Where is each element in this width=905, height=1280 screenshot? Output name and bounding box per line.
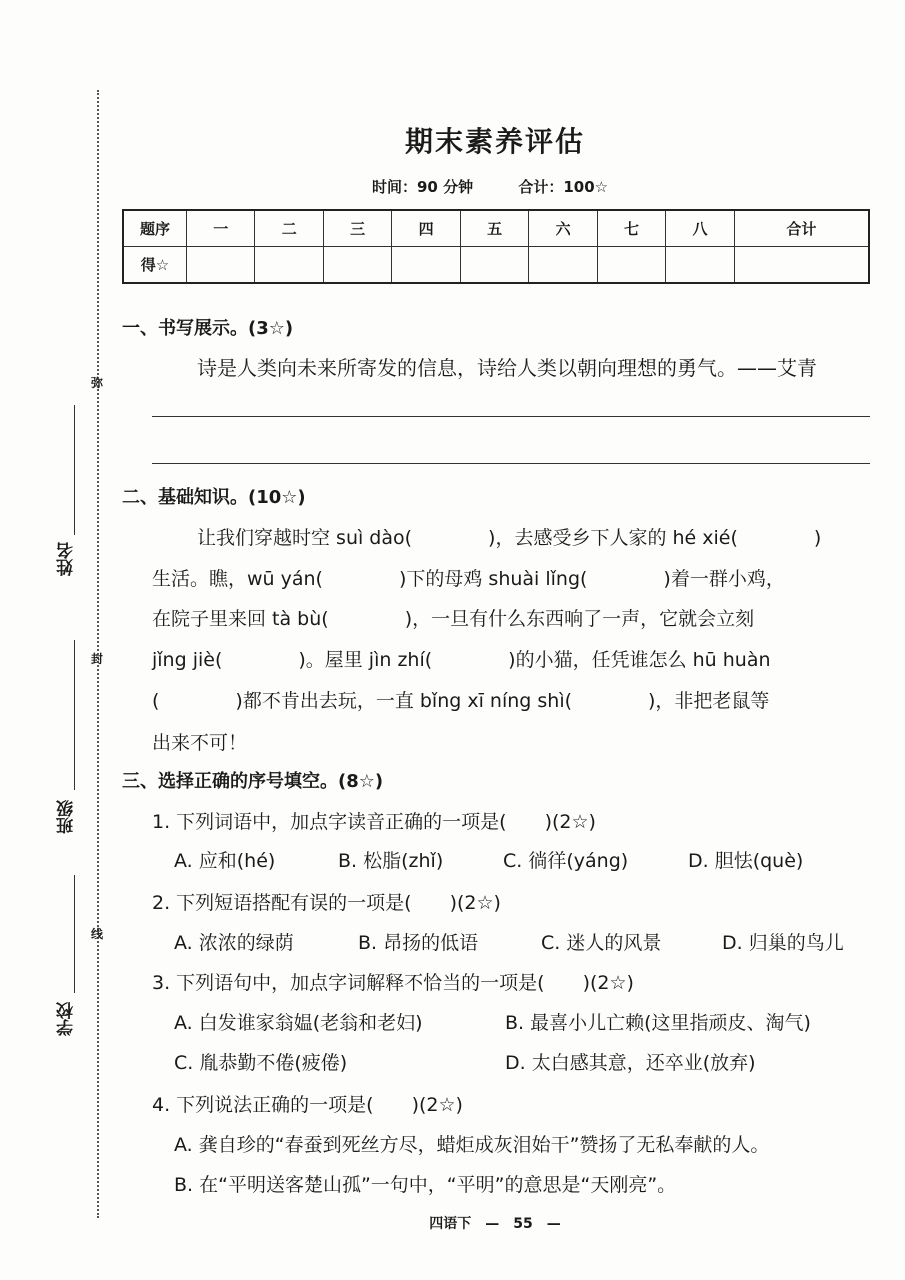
q3-option-c[interactable]: C. 胤恭勤不倦(疲倦) xyxy=(174,1052,348,1074)
seal-char-xian: 线 xyxy=(90,927,103,941)
q3-option-d[interactable]: D. 太白感其意，还卒业(放弃) xyxy=(505,1052,756,1074)
quote-text: 诗是人类向未来所寄发的信息，诗给人类以朝向理想的勇气。——艾青 xyxy=(197,356,817,380)
pinyin-line-4: jǐng jiè( )。屋里 jìn zhí( )的小猫，任凭谁怎么 hū huàn xyxy=(152,649,771,671)
score-cell[interactable] xyxy=(597,247,665,284)
q1-option-b[interactable]: B. 松脂(zhǐ) xyxy=(338,850,444,872)
class-line[interactable] xyxy=(74,640,75,790)
q2-option-d[interactable]: D. 归巢的鸟儿 xyxy=(722,932,844,954)
writing-line-2[interactable] xyxy=(152,463,870,464)
page-title: 期末素养评估 xyxy=(404,125,585,158)
score-table xyxy=(122,209,870,284)
score-table-header-row xyxy=(123,210,869,247)
school-line[interactable] xyxy=(74,875,75,993)
question-1: 1. 下列词语中，加点字读音正确的一项是( )(2☆) xyxy=(152,811,596,833)
seal-char-feng: 封 xyxy=(90,652,103,666)
section-2-heading: 二、基础知识。(10☆) xyxy=(122,487,306,508)
q1-option-d[interactable]: D. 胆怯(què) xyxy=(688,850,804,872)
score-cell[interactable] xyxy=(323,247,391,284)
score-cell[interactable] xyxy=(529,247,597,284)
score-cell[interactable] xyxy=(734,247,869,284)
seal-char-mi: 弥 xyxy=(90,376,103,390)
section-3-heading: 三、选择正确的序号填空。(8☆) xyxy=(122,771,384,792)
exam-meta xyxy=(372,176,648,197)
page-footer: 四语下 — 55 — xyxy=(429,1216,561,1232)
question-3: 3. 下列语句中，加点字词解释不恰当的一项是( )(2☆) xyxy=(152,972,634,994)
score-col-3: 三 xyxy=(323,210,391,247)
pinyin-line-3: 在院子里来回 tà bù( )，一旦有什么东西响了一声，它就会立刻 xyxy=(152,608,755,630)
name-label: 姓名 xyxy=(57,542,77,576)
q4-option-b[interactable]: B. 在“平明送客楚山孤”一句中，“平明”的意思是“天刚亮”。 xyxy=(174,1174,677,1196)
score-col-6: 六 xyxy=(529,210,597,247)
score-col-8: 八 xyxy=(666,210,734,247)
school-label: 学校 xyxy=(57,1002,77,1036)
score-col-4: 四 xyxy=(392,210,460,247)
score-col-7: 七 xyxy=(597,210,665,247)
q1-option-a[interactable]: A. 应和(hé) xyxy=(174,850,276,872)
q2-option-b[interactable]: B. 昂扬的低语 xyxy=(358,932,479,954)
writing-line-1[interactable] xyxy=(152,416,870,417)
score-header-label: 题序 xyxy=(123,210,187,247)
pinyin-line-2: 生活。瞧，wū yán( )下的母鸡 shuài lǐng( )着一群小鸡， xyxy=(152,568,785,590)
section-1-heading: 一、书写展示。(3☆) xyxy=(122,318,294,339)
score-cell[interactable] xyxy=(255,247,323,284)
score-col-total: 合计 xyxy=(734,210,869,247)
name-line[interactable] xyxy=(74,405,75,535)
score-cell[interactable] xyxy=(666,247,734,284)
question-4: 4. 下列说法正确的一项是( )(2☆) xyxy=(152,1094,463,1116)
score-col-1: 一 xyxy=(187,210,255,247)
question-2: 2. 下列短语搭配有误的一项是( )(2☆) xyxy=(152,892,501,914)
q4-option-a[interactable]: A. 龚自珍的“春蚕到死丝方尽，蜡炬成灰泪始干”赞扬了无私奉献的人。 xyxy=(174,1134,770,1156)
score-row-label: 得☆ xyxy=(123,247,187,284)
q2-option-c[interactable]: C. 迷人的风景 xyxy=(541,932,662,954)
total-info: 合计：100☆ xyxy=(518,178,609,196)
score-cell[interactable] xyxy=(460,247,528,284)
q3-option-b[interactable]: B. 最喜小儿亡赖(这里指顽皮、淘气) xyxy=(505,1012,811,1034)
pinyin-line-5: ( )都不肯出去玩，一直 bǐng xī níng shì( )，非把老鼠等 xyxy=(152,690,770,712)
q3-option-a[interactable]: A. 白发谁家翁媪(老翁和老妇) xyxy=(174,1012,423,1034)
score-col-2: 二 xyxy=(255,210,323,247)
score-table-score-row xyxy=(123,247,869,284)
pinyin-line-1: 让我们穿越时空 suì dào( )，去感受乡下人家的 hé xié( ) xyxy=(197,527,822,549)
time-info: 时间：90 分钟 xyxy=(372,178,474,196)
score-cell[interactable] xyxy=(392,247,460,284)
pinyin-line-6: 出来不可！ xyxy=(152,732,248,754)
q1-option-c[interactable]: C. 徜徉(yáng) xyxy=(503,850,629,872)
score-cell[interactable] xyxy=(187,247,255,284)
q2-option-a[interactable]: A. 浓浓的绿荫 xyxy=(174,932,294,954)
class-label: 班级 xyxy=(57,800,77,834)
score-col-5: 五 xyxy=(460,210,528,247)
